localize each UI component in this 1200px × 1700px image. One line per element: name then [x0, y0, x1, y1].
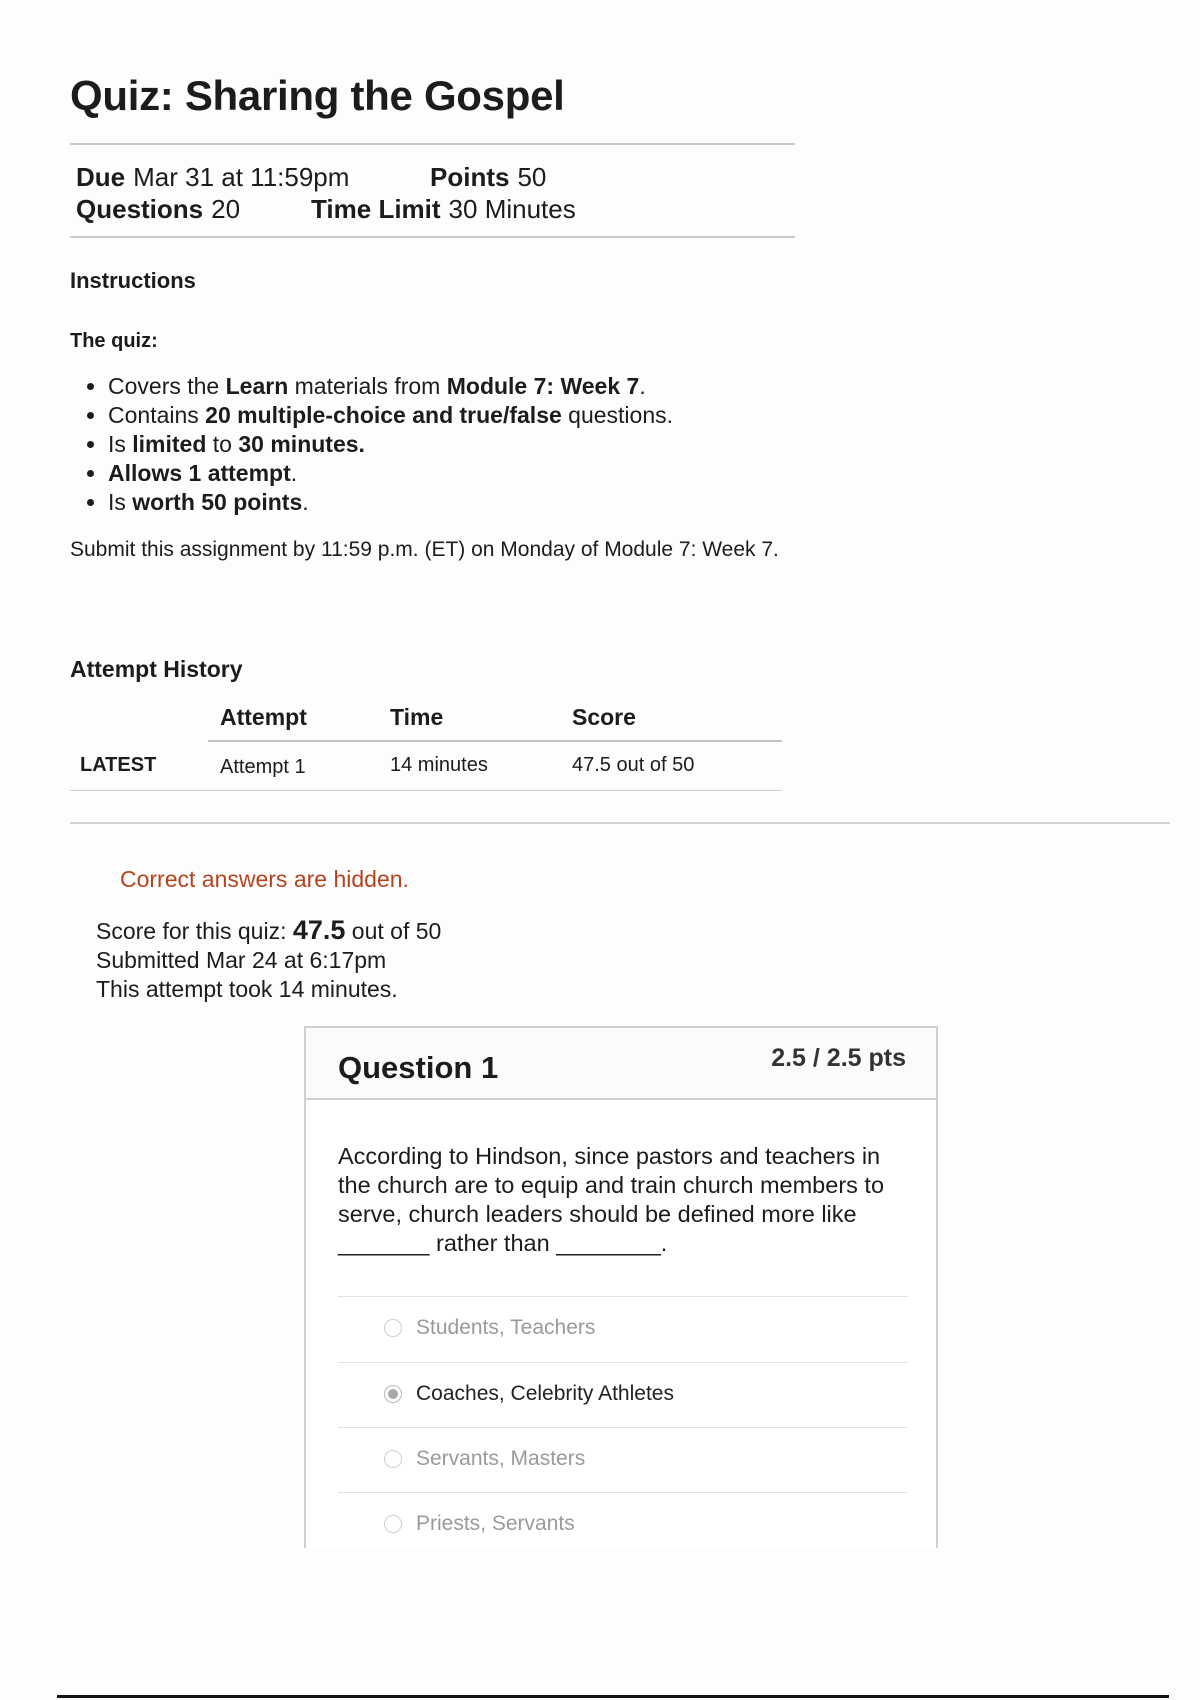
question-title: Question 1 — [338, 1050, 499, 1085]
instruction-item: • Allows 1 attempt. — [108, 459, 808, 488]
answer-option[interactable] — [338, 1362, 908, 1427]
radio-button[interactable] — [384, 1450, 402, 1468]
attempt-time: 14 minutes — [390, 754, 488, 776]
submit-note: Submit this assignment by 11:59 p.m. (ET) on Monday of Module 7: Week 7. — [70, 538, 779, 561]
column-header-score: Score — [572, 704, 636, 730]
answer-option[interactable] — [338, 1492, 908, 1557]
table-header-rule — [208, 740, 782, 742]
section-divider — [70, 822, 1170, 824]
questions-label: Questions — [76, 194, 204, 224]
instructions-subheading: The quiz: — [70, 330, 158, 352]
question-text: According to Hindson, since pastors and teachers in the church are to equip and train church members to serve, church leaders should be defined more like _______ rather than ________. — [338, 1143, 885, 1256]
answer-label: Coaches, Celebrity Athletes — [416, 1382, 674, 1405]
answer-option[interactable] — [338, 1296, 908, 1361]
score-prefix: Score for this quiz: — [96, 918, 293, 944]
questions-value: 20 — [211, 194, 241, 224]
radio-button[interactable] — [384, 1515, 402, 1533]
points-meta — [430, 162, 546, 193]
time-limit-value: 30 Minutes — [448, 194, 576, 224]
question-points: 2.5 / 2.5 pts — [771, 1044, 906, 1072]
due-label: Due — [76, 162, 126, 192]
divider — [70, 236, 795, 238]
score-value: 47.5 — [292, 915, 346, 945]
table-row-rule — [70, 790, 782, 791]
instruction-item: • Covers the Learn materials from Module 7: Week 7. — [108, 372, 808, 401]
attempt-duration: This attempt took 14 minutes. — [96, 976, 398, 1002]
answer-label: Priests, Servants — [416, 1512, 575, 1535]
answer-label: Servants, Masters — [416, 1447, 586, 1470]
column-header-time: Time — [390, 704, 444, 730]
answer-option[interactable] — [338, 1427, 908, 1492]
score-suffix: out of 50 — [345, 918, 442, 944]
instruction-item: • Is limited to 30 minutes. — [108, 430, 808, 459]
question-header — [306, 1028, 936, 1100]
time-limit-meta — [311, 194, 576, 225]
radio-button[interactable] — [384, 1319, 402, 1337]
radio-button-selected[interactable] — [384, 1385, 402, 1403]
questions-meta — [76, 194, 240, 225]
due-value: Mar 31 at 11:59pm — [133, 162, 350, 192]
due-meta — [76, 162, 349, 193]
points-label: Points — [430, 162, 510, 192]
time-limit-label: Time Limit — [311, 194, 441, 224]
attempt-link[interactable]: Attempt 1 — [220, 756, 306, 778]
page-title: Quiz: Sharing the Gospel — [70, 72, 565, 119]
score-summary — [96, 916, 441, 1004]
answer-label: Students, Teachers — [416, 1316, 596, 1339]
question-card — [304, 1026, 938, 1548]
submitted-date: Submitted Mar 24 at 6:17pm — [96, 947, 387, 973]
points-value: 50 — [517, 162, 547, 192]
answers-hidden-notice: Correct answers are hidden. — [120, 866, 409, 892]
attempt-score: 47.5 out of 50 — [572, 754, 695, 776]
instructions-list — [70, 372, 808, 517]
latest-tag: LATEST — [80, 754, 157, 776]
instructions-heading: Instructions — [70, 268, 196, 293]
divider — [70, 143, 795, 145]
column-header-attempt: Attempt — [220, 704, 307, 730]
instruction-item: • Is worth 50 points. — [108, 488, 808, 517]
page-bottom-rule — [57, 1695, 1169, 1698]
attempt-history-heading: Attempt History — [70, 656, 243, 682]
instruction-item: • Contains 20 multiple-choice and true/false questions. — [108, 401, 808, 430]
score-line — [96, 916, 441, 946]
